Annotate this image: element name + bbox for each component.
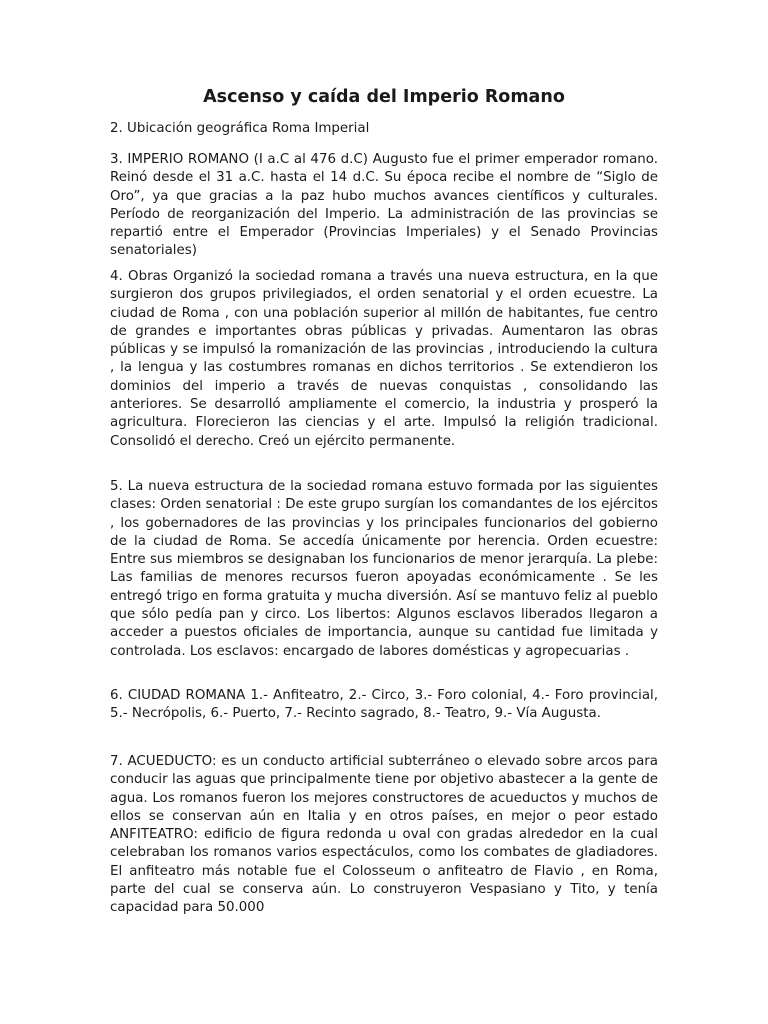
document-title: Ascenso y caída del Imperio Romano (203, 87, 565, 107)
paragraph-acueducto: 7. ACUEDUCTO: es un conducto artificial subterráneo o elevado sobre arcos para conducir las aguas que principalmente tiene por objetivo abastecer a la gente de agua. Los romanos fueron los mejores constructores de acueductos y muchos de ellos se conservan aún en Italia y en otros países, en mejor o peor estado ANFITEATRO: edificio de figura redonda u oval con gradas alrededor en la cual celebraban los romanos varios espectáculos, como los combates de gladiadores. El anfiteatro más notable fue el Colosseum o anfiteatro de Flavio , en Roma, parte del cual se conserva aún. Lo construyeron Vespasiano y Tito, y tenía capacidad para 50.000 (110, 754, 658, 916)
paragraph-imperio-romano: 3. IMPERIO ROMANO (I a.C al 476 d.C) Augusto fue el primer emperador romano. Reinó desde el 31 a.C. hasta el 14 d.C. Su época recibe el nombre de “Siglo de Oro”, ya que gracias a la paz hubo muchos avances científicos y culturales. Período de reorganización del Imperio. La administración de las provincias se repartió entre el Emperador (Provincias Imperiales) y el Senado Provincias senatoriales) (110, 152, 658, 259)
paragraph-ubicacion: 2. Ubicación geográfica Roma Imperial (110, 121, 370, 136)
paragraph-ciudad-romana: 6. CIUDAD ROMANA 1.- Anfiteatro, 2.- Circo, 3.- Foro colonial, 4.- Foro provincial, 5.- Necrópolis, 6.- Puerto, 7.- Recinto sagrado, 8.- Teatro, 9.- Vía Augusta. (110, 688, 658, 722)
paragraph-estructura-social: 5. La nueva estructura de la sociedad romana estuvo formada por las siguientes clases: Orden senatorial : De este grupo surgían los comandantes de los ejércitos , los gobernadores de las provincias y los principales funcionarios del gobierno de la ciudad de Roma. Se accedía únicamente por herencia. Orden ecuestre: Entre sus miembros se designaban los funcionarios de menor jerarquía. La plebe: Las familias de menores recursos fueron apoyadas económicamente . Se les entregó trigo en forma gratuita y mucha diversión. Así se mantuvo feliz al pueblo que sólo pedía pan y circo. Los libertos: Algunos esclavos liberados llegaron a acceder a puestos oficiales de importancia, aunque su cantidad fue limitada y controlada. Los esclavos: encargado de labores domésticas y agropecuarias . (110, 479, 658, 659)
paragraph-obras: 4. Obras Organizó la sociedad romana a través una nueva estructura, en la que surgieron dos grupos privilegiados, el orden senatorial y el orden ecuestre. La ciudad de Roma , con una población superior al millón de habitantes, fue centro de grandes e importantes obras públicas y privadas. Aumentaron las obras públicas y se impulsó la romanización de las provincias , introduciendo la cultura , la lengua y las costumbres romanas en dichos territorios . Se extendieron los dominios del imperio a través de nuevas conquistas , consolidando las anteriores. Se desarrolló ampliamente el comercio, la industria y prosperó la agricultura. Florecieron las ciencias y el arte. Impulsó la religión tradicional. Consolidó el derecho. Creó un ejército permanente. (110, 269, 658, 449)
